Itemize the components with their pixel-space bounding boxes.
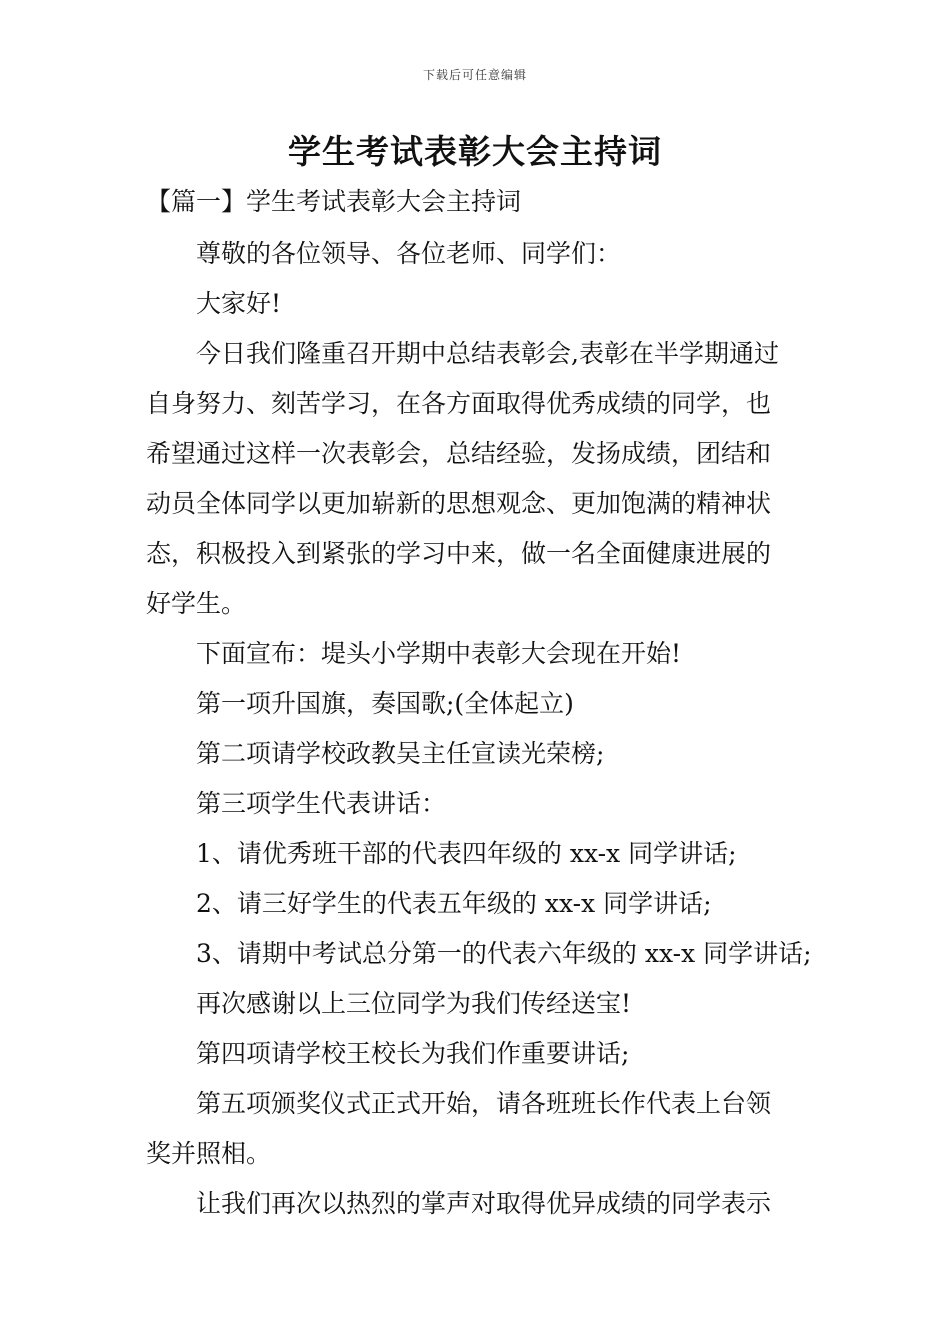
speech-item-2: 2、请三好学生的代表五年级的 xx-x 同学讲话; (196, 889, 712, 918)
agenda-item-4: 第四项请学校王校长为我们作重要讲话; (196, 1039, 630, 1068)
paragraph-line: 自身努力、刻苦学习，在各方面取得优秀成绩的同学，也 (146, 389, 772, 418)
speech-item-1: 1、请优秀班干部的代表四年级的 xx-x 同学讲话; (196, 839, 737, 868)
paragraph-line: 今日我们隆重召开期中总结表彰会,表彰在半学期通过 (196, 339, 779, 368)
document-body (146, 229, 816, 1229)
agenda-item-5-continued (146, 1129, 816, 1179)
section-heading: 【篇一】学生考试表彰大会主持词 (146, 187, 522, 216)
paragraph-greeting: 尊敬的各位领导、各位老师、同学们： (196, 239, 622, 268)
paragraph-line: 希望通过这样一次表彰会，总结经验，发扬成绩，团结和 (146, 439, 772, 468)
paragraph-line: 好学生。 (146, 589, 247, 618)
paragraph-closing: 让我们再次以热烈的掌声对取得优异成绩的同学表示 (196, 1189, 772, 1218)
agenda-item-3: 第三项学生代表讲话： (196, 789, 447, 818)
paragraph-intro (146, 329, 816, 379)
paragraph-hello: 大家好! (196, 289, 282, 318)
paragraph-announce: 下面宣布：堤头小学期中表彰大会现在开始! (196, 639, 682, 668)
paragraph-thanks: 再次感谢以上三位同学为我们传经送宝! (196, 989, 632, 1018)
agenda-item-5 (146, 1079, 816, 1129)
header-note: 下载后可任意编辑 (422, 68, 527, 82)
agenda-item-1: 第一项升国旗，奏国歌;(全体起立) (196, 689, 574, 718)
paragraph-intro-continued (146, 379, 816, 629)
paragraph-line: 第五项颁奖仪式正式开始，请各班班长作代表上台领 (196, 1089, 772, 1118)
document-title: 学生考试表彰大会主持词 (288, 132, 662, 171)
paragraph-line: 奖并照相。 (146, 1139, 272, 1168)
agenda-item-2: 第二项请学校政教吴主任宣读光荣榜; (196, 739, 605, 768)
paragraph-line: 动员全体同学以更加崭新的思想观念、更加饱满的精神状 (146, 489, 772, 518)
speech-item-3: 3、请期中考试总分第一的代表六年级的 xx-x 同学讲话; (196, 939, 812, 968)
paragraph-line: 态，积极投入到紧张的学习中来，做一名全面健康进展的 (146, 539, 772, 568)
